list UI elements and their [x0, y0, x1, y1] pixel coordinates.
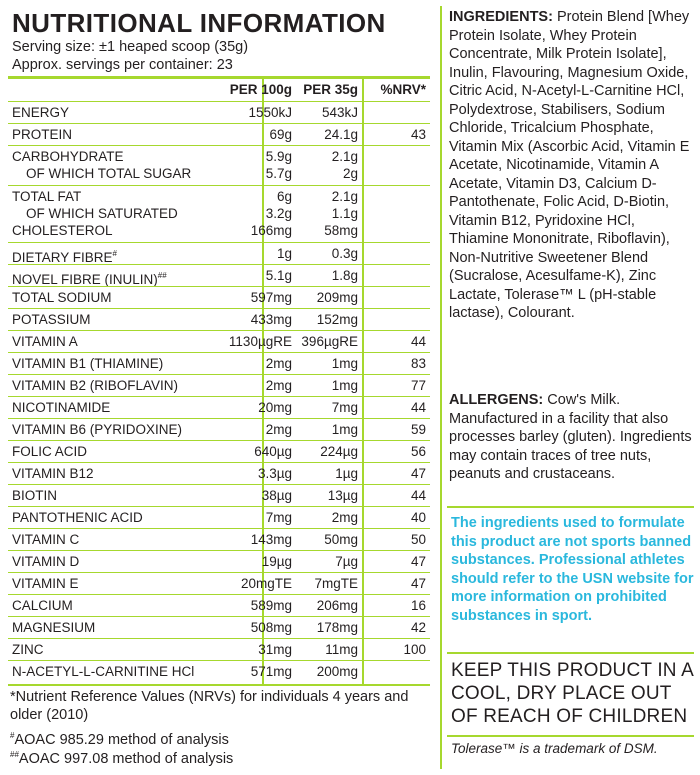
table-row [8, 440, 430, 462]
value-per-35g: 7mgTE [314, 576, 358, 591]
footnote-text: AOAC 985.29 method of analysis [14, 732, 229, 748]
nutrient-name: N-ACETYL-L-CARNITINE HCl [12, 664, 195, 679]
value-per-100g: 19µg [261, 554, 292, 569]
value-nrv: 59 [410, 422, 426, 437]
value-per-35g: 58mg [324, 223, 358, 238]
value-per-100g: 3.2g [265, 206, 292, 221]
allergens-list: Cow's Milk. Manufactured in a facility that also processes barley (gluten). Ingredients may contain traces of tree nuts, peanuts and crustaceans. [449, 392, 692, 482]
value-per-100g: 2mg [265, 356, 292, 371]
value-per-100g: 6g [276, 189, 292, 204]
value-nrv: 44 [410, 334, 426, 349]
ingredients-list: Protein Blend [Whey Protein Isolate, Whey Protein Concentrate, Milk Protein Isolate], Inulin, Flavouring, Magnesium Oxide, Citric Acid, N-Acetyl-L-Carnitine HCl, Polydextrose, Stabilisers, Sodium Chloride, Tricalcium Phosphate, Vitamin Mix (Ascorbic Acid, Vitamin E Acetate, Nicotinamide, Vitamin A Acetate, Vitamin D3, Calcium D-Pantothenate, Folic Acid, D-Biotin, Vitamin B12, Pyridoxine HCl, Thiamine Mononitrate, Riboflavin), Non-Nutritive Sweetener Blend (Sucralose, Acesulfame-K), Zinc Lactate, Tolerase™ L (pH-stable lactase), Colourant. [449, 9, 690, 321]
value-nrv: 43 [410, 127, 426, 142]
value-per-100g: 166mg [250, 223, 292, 238]
value-nrv: 42 [410, 620, 426, 635]
value-per-35g: 0.3g [331, 246, 358, 261]
value-per-35g: 2mg [331, 510, 358, 525]
nutrient-name: FOLIC ACID [12, 444, 88, 459]
value-per-35g: 1.1g [331, 206, 358, 221]
table-header [8, 79, 430, 101]
table-row [8, 330, 430, 352]
table-row [8, 396, 430, 418]
nutrient-name: PANTOTHENIC ACID [12, 510, 143, 525]
header-nrv: %NRV* [380, 82, 426, 97]
table-row [8, 352, 430, 374]
header-per-100g: PER 100g [229, 82, 292, 97]
section-rule [447, 506, 694, 508]
value-nrv: 40 [410, 510, 426, 525]
nutrient-name: ENERGY [12, 105, 70, 120]
value-nrv: 83 [410, 356, 426, 371]
table-row [8, 308, 430, 330]
nutrient-name: VITAMIN B12 [12, 466, 94, 481]
value-per-100g: 1g [276, 246, 292, 261]
value-per-35g: 2.1g [331, 149, 358, 164]
table-row [8, 638, 430, 660]
value-per-100g: 2mg [265, 378, 292, 393]
table-row [8, 101, 430, 123]
value-nrv: 47 [410, 554, 426, 569]
value-nrv: 16 [410, 598, 426, 613]
nrv-footnote: *Nutrient Reference Values (NRVs) for individuals 4 years and older (2010) [10, 689, 409, 723]
table-row [8, 123, 430, 145]
value-per-35g: 11mg [325, 642, 358, 657]
table-row [8, 286, 430, 308]
value-per-35g: 543kJ [321, 105, 358, 120]
nutrient-name: CHOLESTEROL [12, 223, 113, 238]
value-per-100g: 433mg [250, 312, 292, 327]
ingredients-label: INGREDIENTS: [449, 9, 553, 25]
table-row [8, 484, 430, 506]
table-row [8, 616, 430, 638]
section-rule [447, 735, 694, 737]
footnote-mark: ## [157, 271, 167, 280]
table-row [8, 242, 430, 264]
table-row [8, 550, 430, 572]
ingredients-panel [449, 8, 694, 482]
nutrient-name: TOTAL SODIUM [12, 290, 112, 305]
value-per-100g: 31mg [258, 642, 292, 657]
value-per-35g: 2g [342, 166, 358, 181]
value-per-100g: 589mg [250, 598, 292, 613]
value-nrv: 50 [410, 532, 426, 547]
nutrient-sub-name: OF WHICH TOTAL SUGAR [26, 166, 192, 181]
nutrient-name: TOTAL FAT [12, 189, 82, 204]
serving-size: Serving size: ±1 heaped scoop (35g) [12, 39, 249, 55]
footnote-mark: ## [10, 750, 19, 759]
nutrient-name: VITAMIN A [12, 334, 78, 349]
nutrient-name: MAGNESIUM [12, 620, 96, 635]
value-per-35g: 209mg [316, 290, 358, 305]
table-row [8, 572, 430, 594]
value-per-35g: 1mg [331, 378, 358, 393]
table-row [8, 145, 430, 185]
nutrient-name: CARBOHYDRATE [12, 149, 124, 164]
value-per-35g: 200mg [316, 664, 358, 679]
value-nrv: 44 [410, 400, 426, 415]
value-per-100g: 38µg [261, 488, 292, 503]
value-per-35g: 13µg [327, 488, 358, 503]
nutrient-name: VITAMIN B2 (RIBOFLAVIN) [12, 378, 179, 393]
inulin-footnote [10, 746, 430, 768]
servings-per-container: Approx. servings per container: 23 [12, 57, 233, 73]
value-per-100g: 597mg [250, 290, 292, 305]
nutrient-name: ZINC [12, 642, 44, 657]
value-per-35g: 2.1g [331, 189, 358, 204]
table-bottom-rule [8, 684, 430, 686]
footnote-mark: # [112, 249, 117, 258]
table-row [8, 462, 430, 484]
allergens-label: ALLERGENS: [449, 392, 544, 408]
nutrient-name: CALCIUM [12, 598, 73, 613]
table-row [8, 374, 430, 396]
value-per-100g: 571mg [250, 664, 292, 679]
allergens-text [449, 391, 694, 484]
value-nrv: 47 [410, 466, 426, 481]
table-row [8, 660, 430, 682]
value-per-100g: 2mg [265, 422, 292, 437]
table-row [8, 594, 430, 616]
value-nrv: 44 [410, 488, 426, 503]
table-row [8, 528, 430, 550]
value-per-100g: 1550kJ [248, 105, 292, 120]
vertical-divider [440, 6, 442, 769]
value-per-100g: 7mg [265, 510, 292, 525]
value-per-35g: 7µg [335, 554, 358, 569]
value-nrv: 100 [403, 642, 426, 657]
value-per-35g: 50mg [324, 532, 358, 547]
footnote-text: AOAC 997.08 method of analysis [18, 751, 234, 767]
table-row [8, 506, 430, 528]
nutrient-name: DIETARY FIBRE# [12, 249, 117, 265]
page-title: NUTRITIONAL INFORMATION [12, 8, 386, 38]
sport-notice: The ingredients used to formulate this product are not sports banned substances. Professional athletes should refer to the USN website for more information on prohibited substances in sport. [451, 515, 694, 624]
value-per-35g: 152mg [316, 312, 358, 327]
value-per-100g: 640µg [254, 444, 292, 459]
nutrient-name: VITAMIN B6 (PYRIDOXINE) [12, 422, 183, 437]
nutrient-name: NOVEL FIBRE (INULIN)## [12, 271, 167, 287]
value-per-35g: 1.8g [331, 268, 358, 283]
nutrient-name: BIOTIN [12, 488, 58, 503]
value-per-100g: 508mg [250, 620, 292, 635]
value-per-35g: 7mg [331, 400, 358, 415]
value-per-35g: 178mg [316, 620, 358, 635]
storage-warning: KEEP THIS PRODUCT IN A COOL, DRY PLACE OUT OF REACH OF CHILDREN [451, 660, 693, 727]
value-per-100g: 5.9g [265, 149, 292, 164]
value-nrv: 77 [410, 378, 426, 393]
value-per-100g: 5.7g [265, 166, 292, 181]
value-per-35g: 1µg [335, 466, 358, 481]
nutrient-name: VITAMIN E [12, 576, 79, 591]
value-nrv: 47 [410, 576, 426, 591]
nutrient-name: VITAMIN C [12, 532, 80, 547]
nutrient-name: VITAMIN D [12, 554, 80, 569]
nutrient-name: PROTEIN [12, 127, 73, 142]
nutrition-table [8, 79, 430, 682]
value-per-100g: 20mgTE [240, 576, 292, 591]
value-per-100g: 5.1g [265, 268, 292, 283]
value-per-35g: 396µgRE [301, 334, 358, 349]
value-per-100g: 20mg [258, 400, 292, 415]
section-rule [447, 652, 694, 654]
trademark-note: Tolerase™ is a trademark of DSM. [451, 741, 658, 756]
value-per-100g: 1130µgRE [228, 334, 292, 349]
ingredients-text [449, 8, 694, 323]
value-per-35g: 206mg [316, 598, 358, 613]
nutrient-sub-name: OF WHICH SATURATED [26, 206, 178, 221]
footnote-mark: # [10, 731, 15, 740]
value-per-100g: 3.3µg [257, 466, 292, 481]
header-per-35g: PER 35g [303, 82, 358, 97]
table-row [8, 264, 430, 286]
value-per-100g: 143mg [250, 532, 292, 547]
value-per-35g: 1mg [331, 422, 358, 437]
value-per-35g: 24.1g [324, 127, 358, 142]
value-per-100g: 69g [269, 127, 292, 142]
value-per-35g: 1mg [331, 356, 358, 371]
nutrient-name: NICOTINAMIDE [12, 400, 111, 415]
value-nrv: 56 [410, 444, 426, 459]
value-per-35g: 224µg [320, 444, 358, 459]
table-row [8, 185, 430, 242]
table-row [8, 418, 430, 440]
nutrient-name: VITAMIN B1 (THIAMINE) [12, 356, 164, 371]
nutrient-name: POTASSIUM [12, 312, 91, 327]
